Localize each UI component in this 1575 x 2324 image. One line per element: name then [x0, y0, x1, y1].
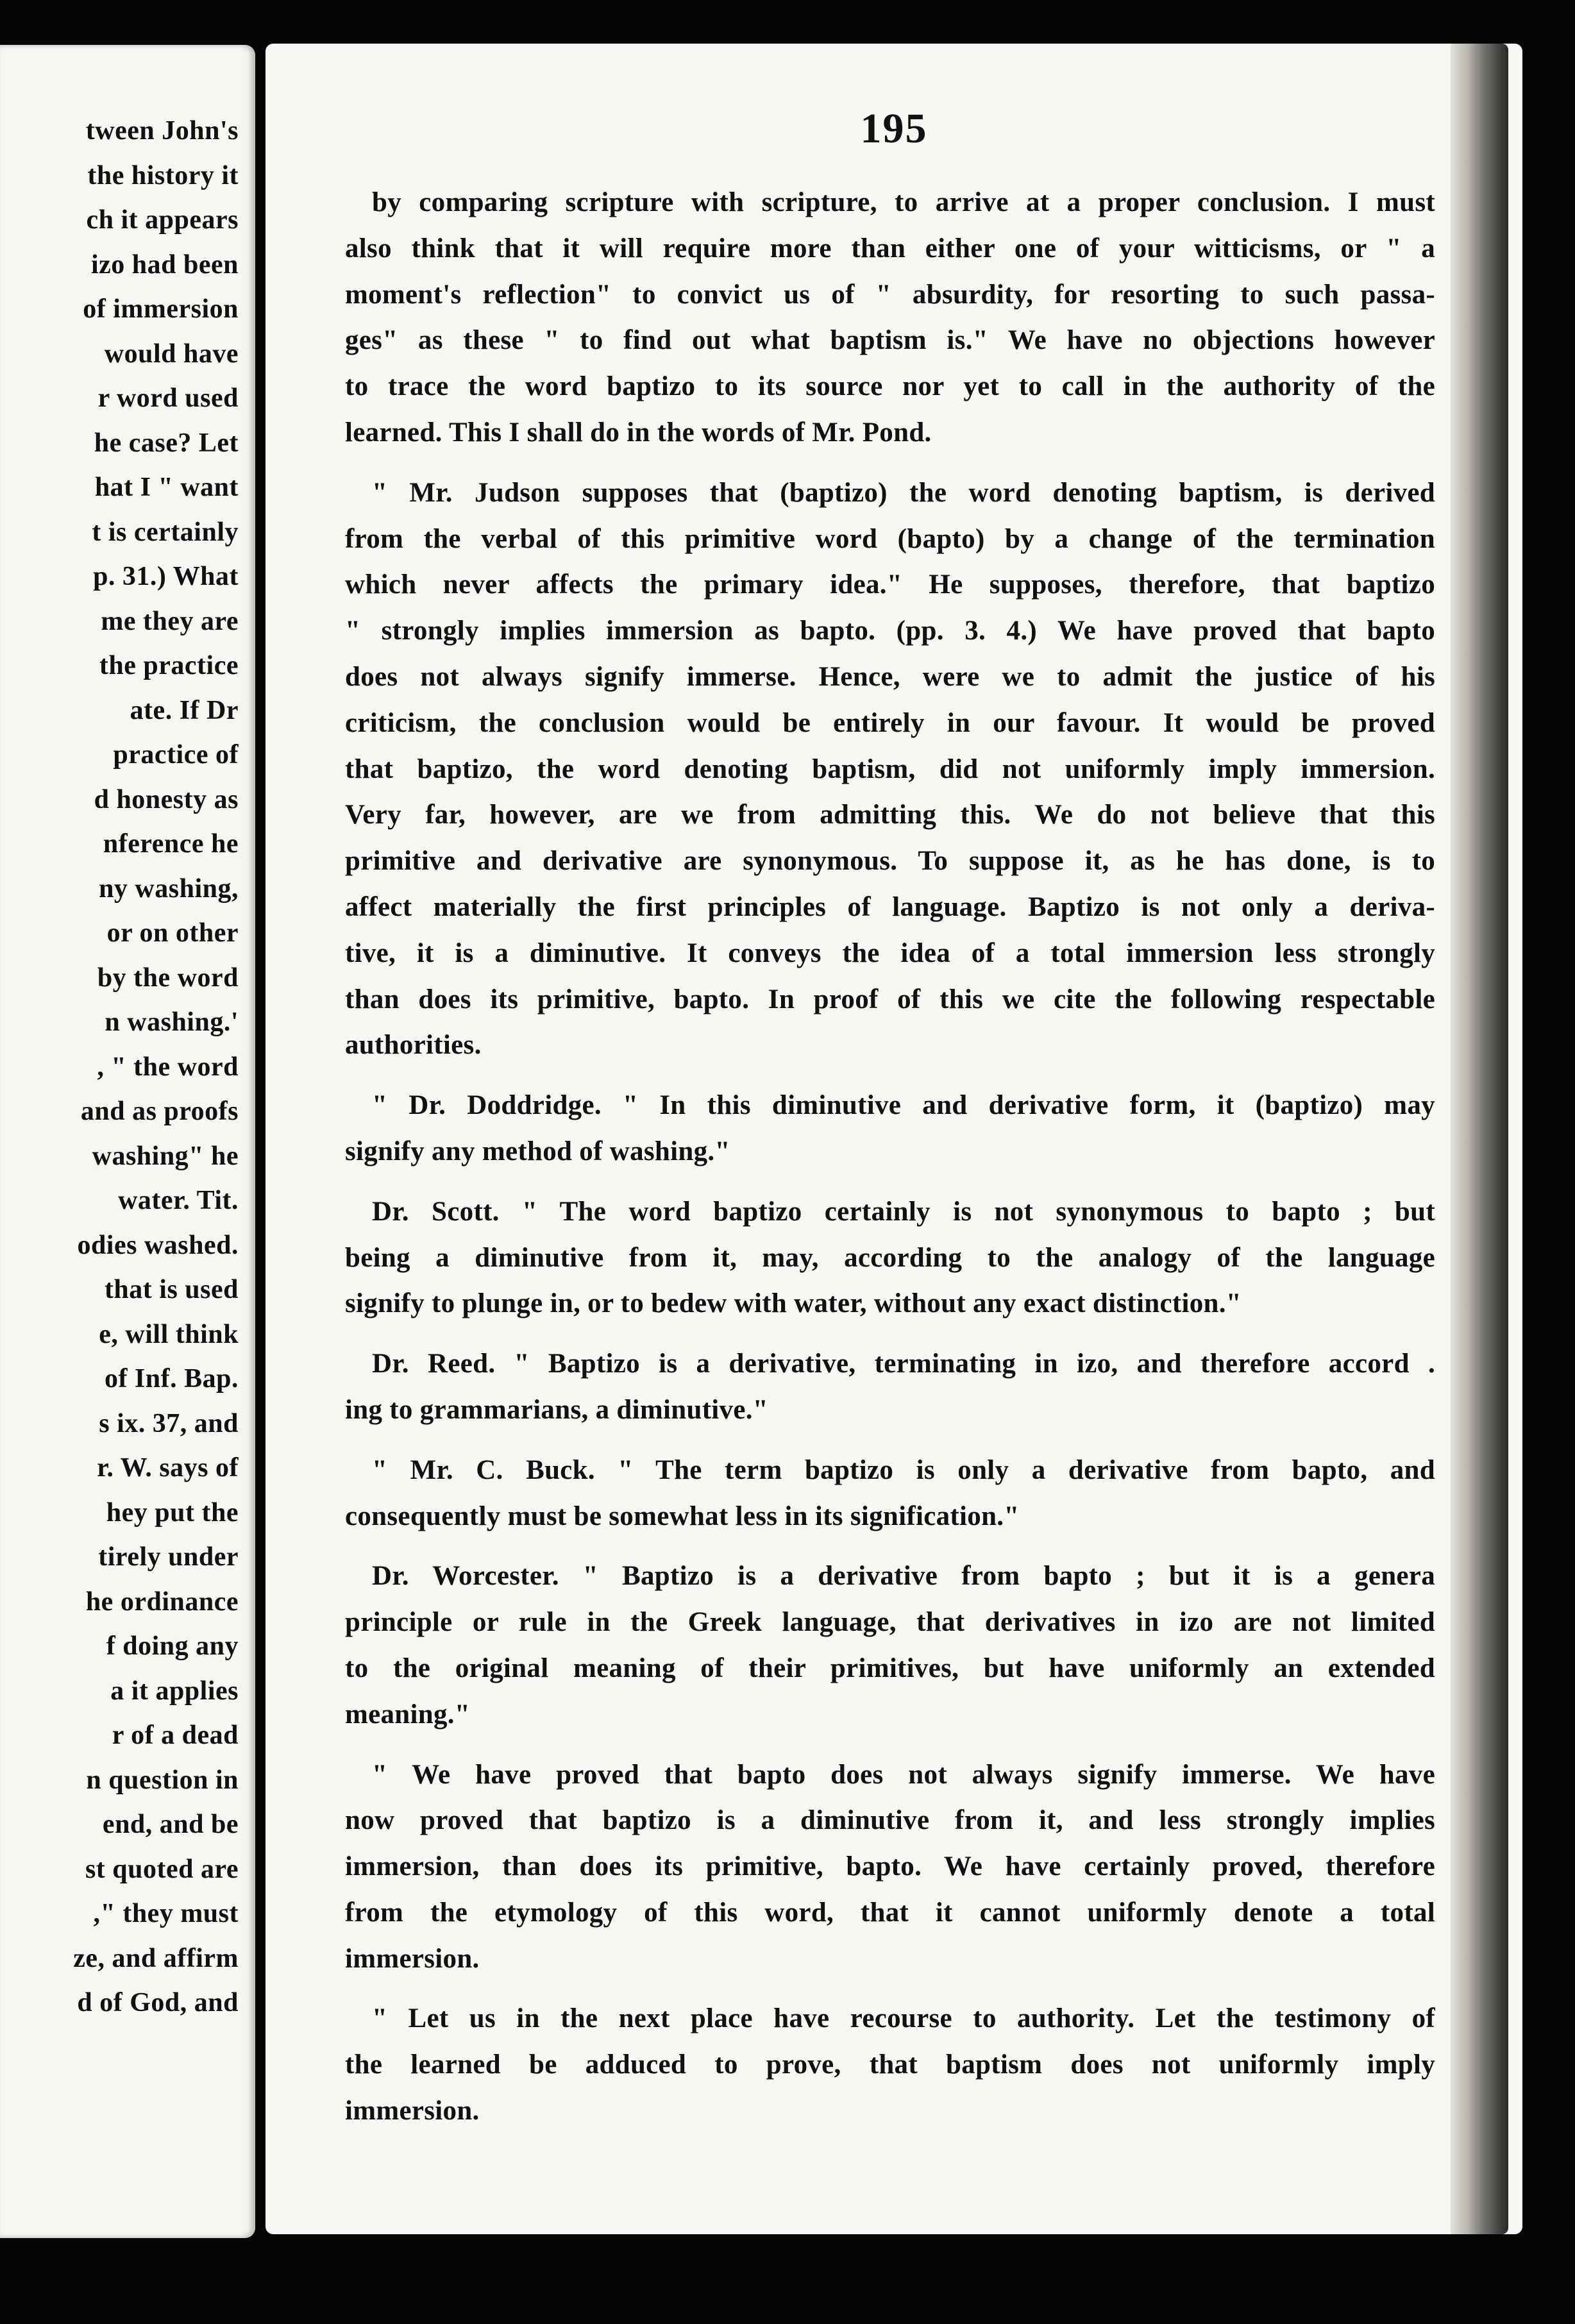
paragraph — [345, 1752, 1435, 1982]
text-line: to the original meaning of their primitives, but have uniformly an extended — [345, 1653, 1435, 1683]
text-line: " Mr. C. Buck. " The term baptizo is only a derivative from bapto, and — [372, 1454, 1435, 1485]
text-line: Dr. Reed. " Baptizo is a derivative, terminating in izo, and therefore accord . — [372, 1349, 1435, 1379]
text-line: now proved that baptizo is a diminutive from it, and less strongly implies — [345, 1805, 1435, 1836]
paragraph — [345, 1189, 1435, 1327]
paragraph-gap — [345, 1982, 1435, 1996]
left-page-line: the practice — [99, 651, 239, 680]
paragraph-gap — [345, 1738, 1435, 1752]
text-line: than does its primitive, bapto. In proof of this we cite the following respectable — [345, 984, 1435, 1015]
text-line: Dr. Scott. " The word baptizo certainly is not synonymous to bapto ; but — [372, 1196, 1435, 1227]
paragraph-gap — [345, 1539, 1435, 1553]
text-line: that baptizo, the word denoting baptism, did not uniformly imply immersion. — [345, 754, 1435, 784]
left-page-line: tween John's — [85, 116, 239, 146]
left-page-line: or on other — [106, 918, 239, 948]
paragraph-gap — [345, 1175, 1435, 1189]
left-page-line: ny washing, — [99, 873, 239, 904]
text-line: does not always signify immerse. Hence, were we to admit the justice of his — [345, 661, 1435, 692]
book-page — [265, 44, 1522, 2234]
left-page-line: st quoted are — [85, 1854, 239, 1884]
left-page-line: p. 31.) What — [93, 562, 239, 591]
left-page-line: of Inf. Bap. — [104, 1364, 239, 1394]
text-line: signify any method of washing." — [345, 1136, 730, 1166]
left-page-line: d of God, and — [77, 1988, 239, 2017]
text-line: immersion, than does its primitive, bapto. We have certainly proved, therefore — [345, 1851, 1435, 1882]
left-page-line: tirely under — [98, 1542, 239, 1572]
left-page-line: ," they must — [93, 1899, 239, 1928]
page-number: 195 — [860, 105, 928, 152]
left-page-line: end, and be — [102, 1810, 239, 1839]
left-page-line: t is certainly — [92, 517, 239, 547]
text-line: primitive and derivative are synonymous. To suppose it, as he has done, is to — [345, 846, 1435, 877]
paragraph — [345, 1082, 1435, 1175]
text-line: " Let us in the next place have recourse to authority. Let the testimony of — [372, 2003, 1435, 2034]
text-line: " We have proved that bapto does not always signify immerse. We have — [372, 1759, 1435, 1790]
page-body-text — [345, 180, 1435, 2134]
paragraph — [345, 180, 1435, 456]
left-page-line: would have — [104, 339, 239, 369]
left-page-line: ze, and affirm — [73, 1943, 239, 1973]
left-page-line: nference he — [103, 829, 239, 859]
left-page-line: ate. If Dr — [130, 695, 239, 725]
left-page-line: and as proofs — [80, 1097, 239, 1126]
text-line: from the verbal of this primitive word (bapto) by a change of the termination — [345, 523, 1435, 554]
left-page-line: izo had been — [90, 249, 239, 280]
left-page-line: the history it — [87, 160, 239, 190]
left-page-line: d honesty as — [94, 784, 239, 814]
left-page-line: washing" he — [92, 1141, 239, 1171]
left-page-line: r of a dead — [112, 1721, 239, 1750]
left-page-line: water. Tit. — [118, 1186, 239, 1215]
left-page-line: hat I " want — [94, 473, 239, 502]
text-line: being a diminutive from it, may, according to the analogy of the language — [345, 1242, 1435, 1273]
text-line: learned. This I shall do in the words of Mr. Pond. — [345, 417, 932, 448]
text-line: moment's reflection" to convict us of " absurdity, for resorting to such passa- — [345, 279, 1435, 310]
left-page-line: me they are — [101, 606, 239, 636]
text-line: " strongly implies immersion as bapto. (pp. 3. 4.) We have proved that bapto — [345, 616, 1435, 646]
left-page-line: r word used — [97, 383, 239, 413]
text-line: to trace the word baptizo to its source nor yet to call in the authority of the — [345, 371, 1435, 402]
paragraph — [345, 1553, 1435, 1737]
left-page-line: that is used — [104, 1275, 239, 1304]
left-page-line: s ix. 37, and — [99, 1408, 239, 1438]
text-line: ing to grammarians, a diminutive." — [345, 1394, 768, 1425]
left-page-line: he case? Let — [94, 428, 239, 458]
left-page-text — [73, 109, 239, 2026]
text-line: " Mr. Judson supposes that (baptizo) the word denoting baptism, is derived — [372, 477, 1435, 508]
left-page-line: , " the word — [97, 1052, 239, 1082]
text-line: also think that it will require more than either one of your witticisms, or " a — [345, 233, 1435, 264]
text-line: immersion. — [345, 1943, 480, 1974]
left-page-line: e, will think — [99, 1319, 239, 1349]
text-line: meaning." — [345, 1699, 471, 1730]
paragraph — [345, 470, 1435, 1068]
text-line: tive, it is a diminutive. It conveys the idea of a total immersion less strongly — [345, 938, 1435, 968]
text-line: criticism, the conclusion would be entirely in our favour. It would be proved — [345, 707, 1435, 738]
page-edge-shadow — [1451, 44, 1508, 2234]
left-page-line: odies washed. — [77, 1230, 239, 1260]
text-line: affect materially the first principles of language. Baptizo is not only a deriva- — [345, 891, 1435, 922]
left-page-line: a it applies — [110, 1676, 239, 1706]
left-facing-page — [0, 45, 255, 2238]
left-page-line: by the word — [97, 963, 239, 993]
text-line: which never affects the primary idea." He supposes, therefore, that baptizo — [345, 569, 1435, 600]
left-page-line: r. W. says of — [97, 1453, 239, 1483]
paragraph-gap — [345, 1327, 1435, 1341]
paragraph — [345, 1996, 1435, 2134]
left-page-line: ch it appears — [86, 205, 239, 235]
text-line: consequently must be somewhat less in its signification." — [345, 1501, 1020, 1531]
text-line: Very far, however, are we from admitting this. We do not believe that this — [345, 800, 1435, 830]
paragraph-gap — [345, 1433, 1435, 1447]
left-page-line: n question in — [86, 1765, 239, 1795]
text-line: " Dr. Doddridge. " In this diminutive and derivative form, it (baptizo) may — [372, 1090, 1435, 1121]
text-line: authorities. — [345, 1030, 482, 1061]
text-line: Dr. Worcester. " Baptizo is a derivative from bapto ; but it is a genera — [372, 1561, 1435, 1592]
text-line: the learned be adduced to prove, that baptism does not uniformly imply — [345, 2050, 1435, 2080]
left-page-line: he ordinance — [85, 1587, 239, 1617]
left-page-line: f doing any — [106, 1631, 239, 1661]
paragraph-gap — [345, 456, 1435, 470]
text-line: from the etymology of this word, that it cannot uniformly denote a total — [345, 1897, 1435, 1928]
left-page-line: n washing.' — [105, 1007, 239, 1037]
left-page-line: practice of — [113, 740, 239, 770]
text-line: immersion. — [345, 2096, 480, 2126]
text-line: ges" as these " to find out what baptism is." We have no objections however — [345, 325, 1435, 356]
text-line: signify to plunge in, or to bedew with water, without any exact distinction." — [345, 1288, 1242, 1319]
paragraph-gap — [345, 1068, 1435, 1082]
paragraph — [345, 1447, 1435, 1540]
paragraph — [345, 1341, 1435, 1433]
left-page-line: hey put the — [106, 1497, 239, 1528]
left-page-line: of immersion — [83, 294, 239, 324]
text-line: principle or rule in the Greek language, that derivatives in izo are not limited — [345, 1607, 1435, 1638]
text-line: by comparing scripture with scripture, to arrive at a proper conclusion. I must — [372, 187, 1435, 217]
